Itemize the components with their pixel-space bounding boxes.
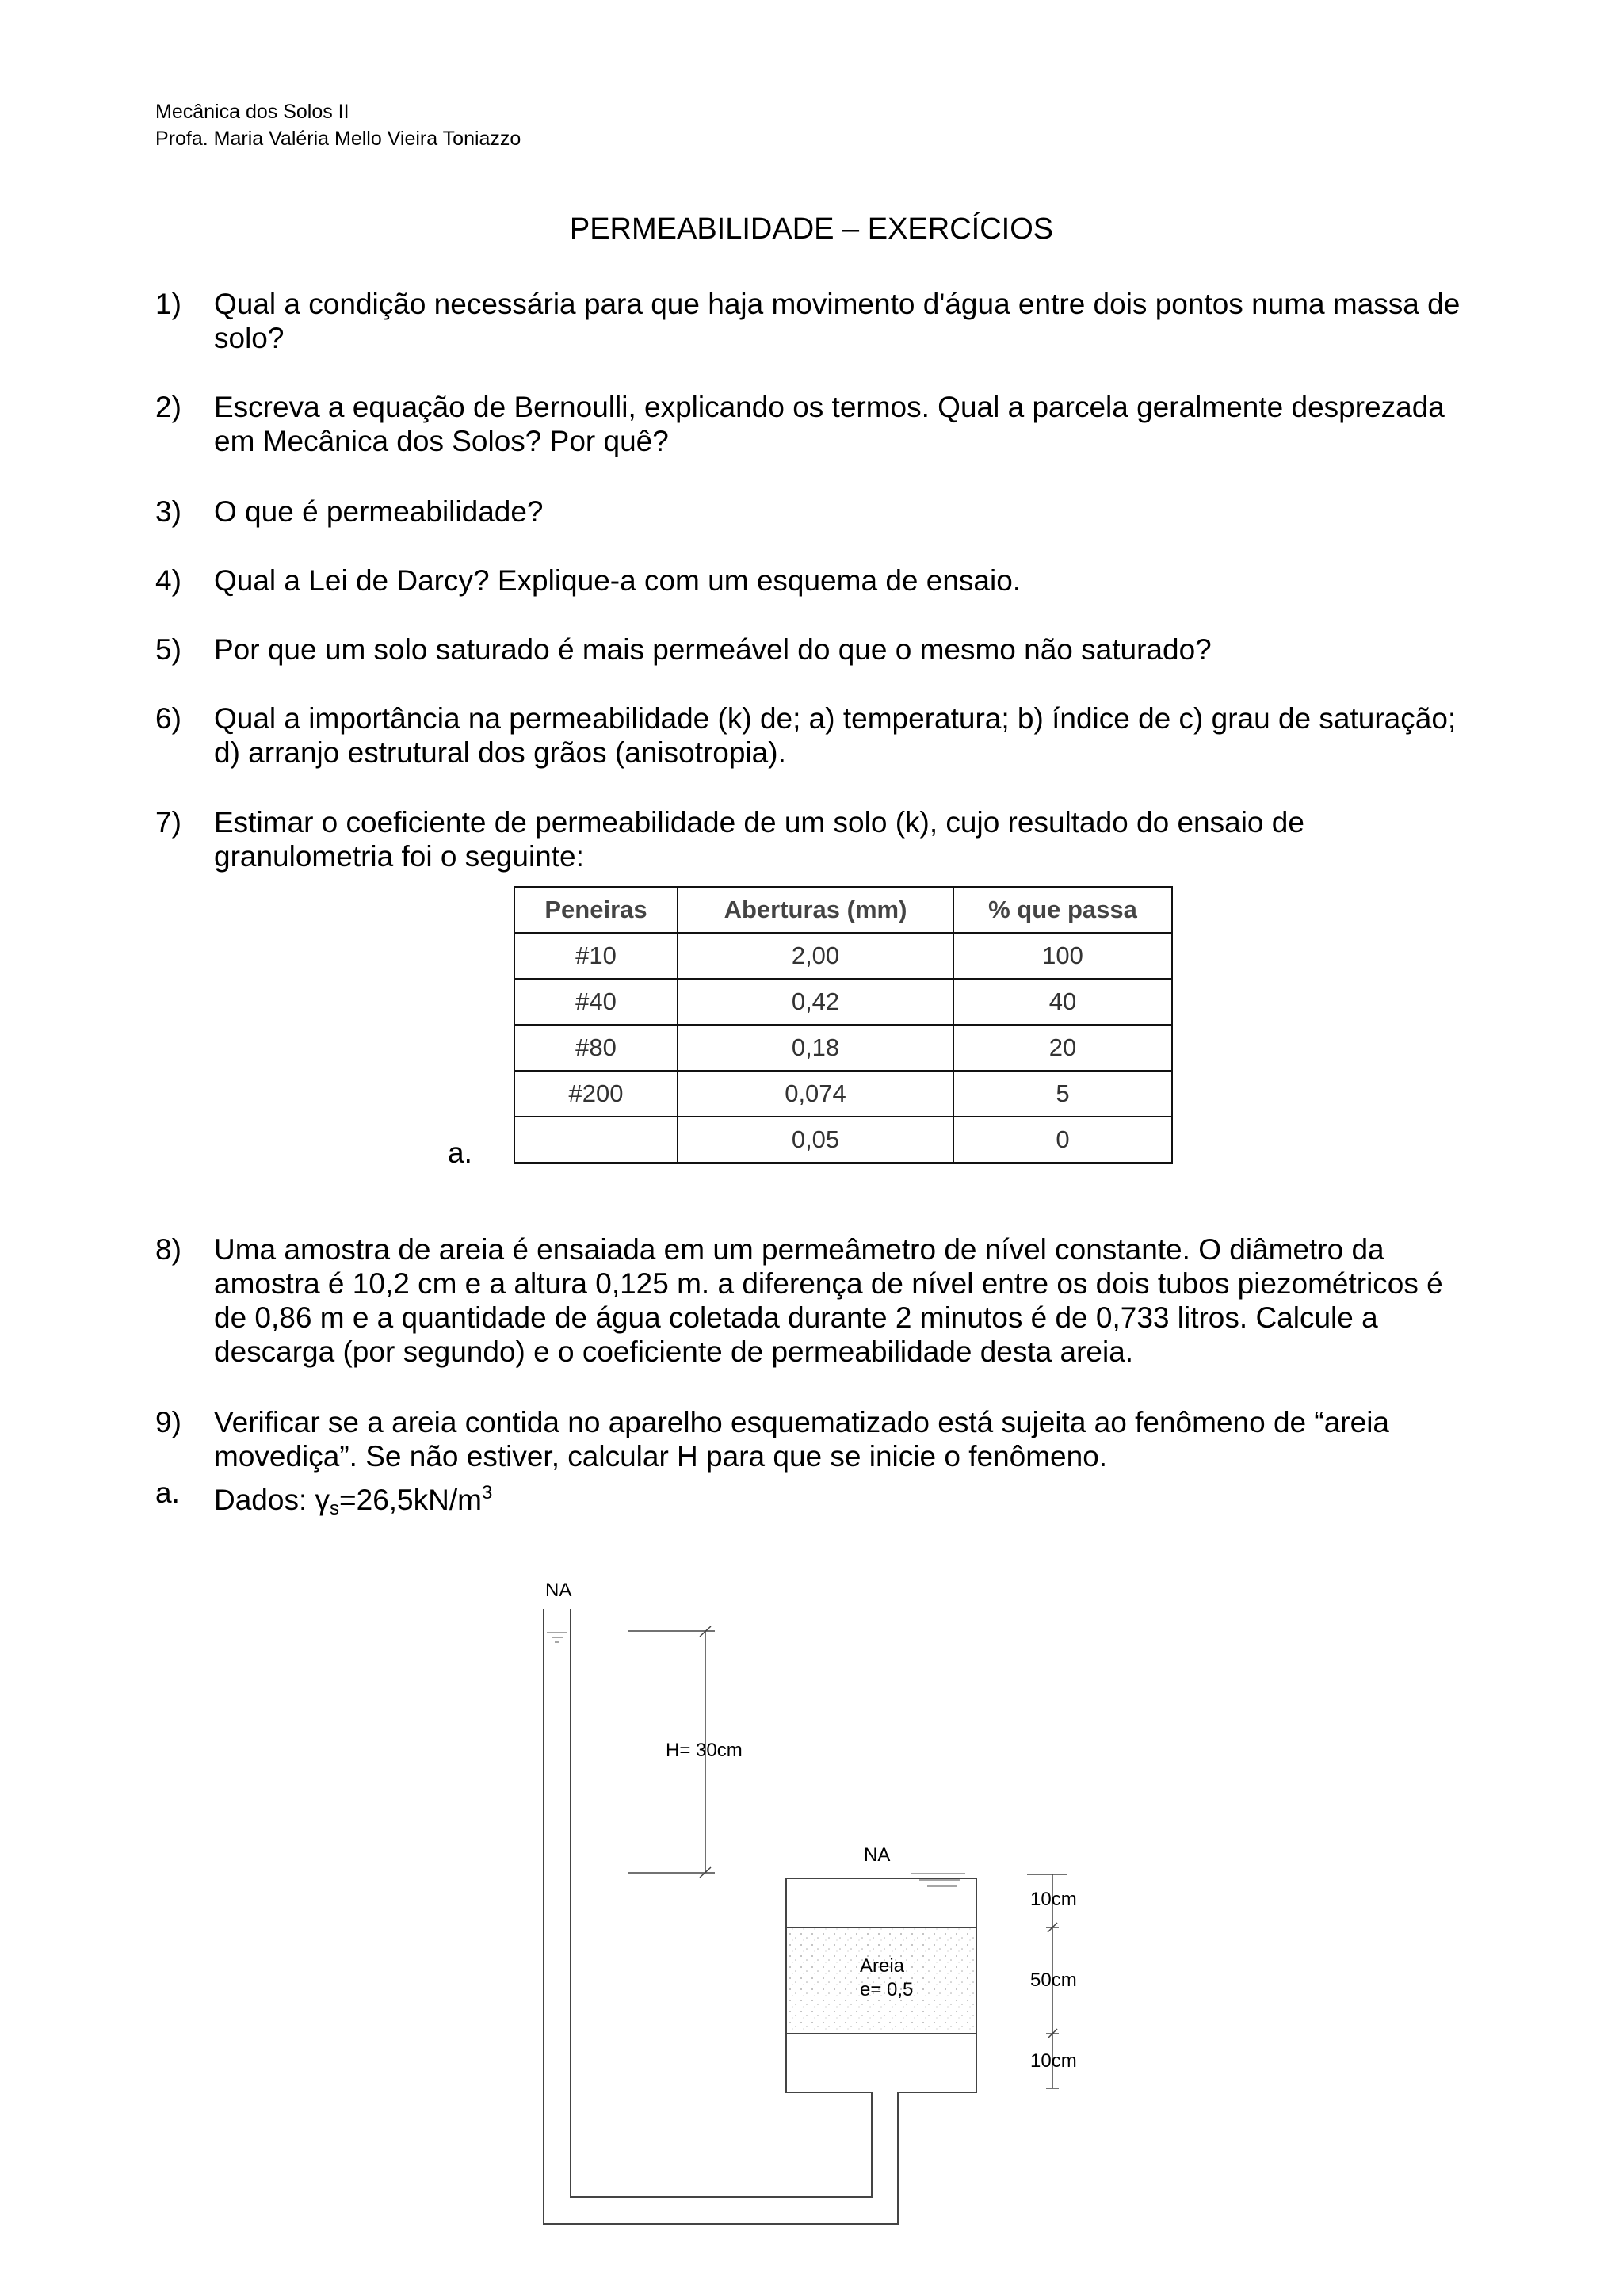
question-number: 5)	[155, 633, 181, 666]
question-text: Qual a condição necessária para que haja movimento d'água entre dois pontos numa massa de solo?	[214, 288, 1461, 354]
table-header-cell: Aberturas (mm)	[678, 887, 953, 933]
table-cell: 0,18	[678, 1025, 953, 1071]
pipe-outer-wall	[544, 1609, 976, 2224]
table-header-cell: % que passa	[953, 887, 1172, 933]
dimension-bottom-label: 10cm	[1030, 2050, 1077, 2072]
page-title: PERMEABILIDADE – EXERCÍCIOS	[569, 212, 1054, 246]
question-text: Escreva a equação de Bernoulli, explicando os termos. Qual a parcela geralmente desprezada em Mecânica dos Solos? Por quê?	[214, 391, 1445, 457]
table-cell: #80	[514, 1025, 678, 1071]
question-text: Qual a importância na permeabilidade (k) de; a) temperatura; b) índice de c) grau de saturação; d) arranjo estrutural dos grãos (anisotropia).	[214, 702, 1457, 769]
question-text: Verificar se a areia contida no aparelho esquematizado está sujeita ao fenômeno de “areia movediça”. Se não estiver, calcular H para que se inicie o fenômeno.	[214, 1406, 1389, 1473]
dimension-middle-label: 50cm	[1030, 1969, 1077, 1991]
void-ratio-label: e= 0,5	[860, 1979, 914, 2000]
na-right-label: NA	[864, 1844, 891, 1866]
question-number: 6)	[155, 702, 181, 735]
data-prefix: Dados:	[214, 1484, 315, 1516]
question-number: 7)	[155, 806, 181, 839]
sand-label: Areia	[860, 1955, 905, 1977]
table-cell: 5	[953, 1071, 1172, 1117]
course-name: Mecânica dos Solos II	[155, 101, 349, 123]
table-cell: #200	[514, 1071, 678, 1117]
table-cell: 0,42	[678, 979, 953, 1025]
na-left-label: NA	[545, 1580, 572, 1601]
table-cell: 0	[953, 1117, 1172, 1163]
professor-name: Profa. Maria Valéria Mello Vieira Toniazzo	[155, 128, 521, 150]
unit-weight-value: =26,5kN/m	[339, 1484, 482, 1516]
question-number: 3)	[155, 495, 181, 528]
question-text: O que é permeabilidade?	[214, 495, 544, 528]
dimension-top-label: 10cm	[1030, 1889, 1077, 1910]
table-cell: 100	[953, 933, 1172, 979]
question-number: 4)	[155, 564, 181, 597]
table-header-cell: Peneiras	[514, 887, 678, 933]
gamma-symbol: γ	[315, 1484, 330, 1516]
question-number: 9)	[155, 1406, 181, 1438]
table-cell: 0,074	[678, 1071, 953, 1117]
gamma-subscript: s	[330, 1498, 340, 1519]
table-cell: 40	[953, 979, 1172, 1025]
table-cell: #10	[514, 933, 678, 979]
question-text: Por que um solo saturado é mais permeável do que o mesmo não saturado?	[214, 633, 1212, 666]
question-number: 8)	[155, 1233, 181, 1266]
table-cell: 2,00	[678, 933, 953, 979]
table-cell: 20	[953, 1025, 1172, 1071]
table-cell: 0,05	[678, 1117, 953, 1163]
data-item-label: a.	[155, 1477, 180, 1509]
question-text: Estimar o coeficiente de permeabilidade de um solo (k), cujo resultado do ensaio de granulometria foi o seguinte:	[214, 806, 1304, 873]
table-item-label: a.	[448, 1137, 472, 1169]
table-cell: #40	[514, 979, 678, 1025]
question-number: 1)	[155, 288, 181, 320]
unit-exponent: 3	[481, 1482, 493, 1503]
h-label: H= 30cm	[666, 1740, 743, 1761]
question-number: 2)	[155, 391, 181, 423]
question-text: Uma amostra de areia é ensaiada em um permeâmetro de nível constante. O diâmetro da amostra é 10,2 cm e a altura 0,125 m. a diferença de nível entre os dois tubos piezométricos é de 0,86 m e a quantidade de água coletada durante 2 minutos é de 0,733 litros. Calcule a descarga (por segundo) e o coeficiente de permeabilidade desta areia.	[214, 1233, 1443, 1368]
question-text: Qual a Lei de Darcy? Explique-a com um esquema de ensaio.	[214, 564, 1022, 597]
